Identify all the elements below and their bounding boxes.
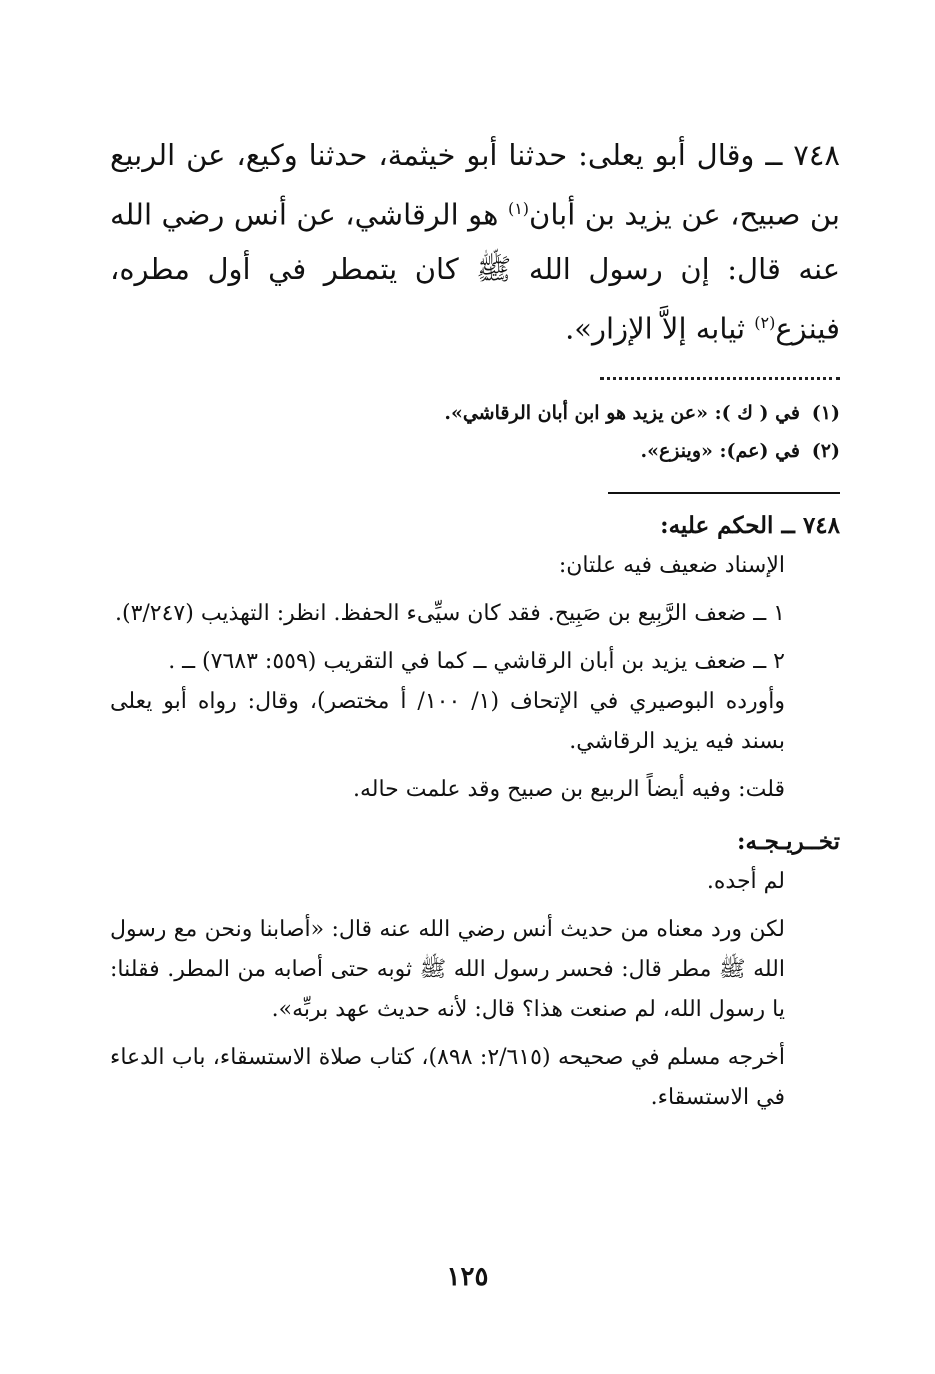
hadith-part-2: هو الرقاشي، عن أنس رضي الله عنه قال: إن رسول الله ﷺ كان يتمطر في أول مطره، فينزع [110, 197, 840, 346]
footnote-number: (١) [811, 402, 840, 425]
hadith-part-1: ٧٤٨ ــ وقال أبو يعلى: حدثنا أبو خيثمة، حدثنا وكيع، عن الربيع بن صبيح، عن يزيد بن أبان [110, 138, 840, 232]
footnote-text: في (عم): «وينزع». [640, 440, 800, 463]
footnote-ref-1: (١) [507, 199, 530, 218]
footnote-text: في ( ك ): «عن يزيد هو ابن أبان الرقاشي». [444, 402, 800, 425]
takhrij-line-1: لم أجده. [706, 869, 785, 895]
ruling-note: قلت: وفيه أيضاً الربيع بن صبيح وقد علمت حاله. [352, 777, 785, 803]
page-number: ١٢٥ [446, 1262, 489, 1292]
ruling-heading: ٧٤٨ ــ الحكم عليه: [660, 512, 840, 540]
ruling-busiri: وأورده البوصيري في الإتحاف (١/ ١٠٠/ أ مختصر)، وقال: رواه أبو يعلى بسند فيه يزيد الرقاشي. [110, 689, 786, 755]
takhrij-section [110, 822, 840, 1118]
hadith-text [110, 128, 840, 355]
footnote-ref-2: (٢) [754, 312, 776, 332]
ruling-section [110, 506, 840, 810]
takhrij-paragraph-1: لكن ورد معناه من حديث أنس رضي الله عنه قال: «أصابنا ونحن مع رسول الله ﷺ مطر قال: فحسر رسول الله ﷺ ثوبه حتى أصابه من المطر. فقلنا: يا رسول الله، لم صنعت هذا؟ قال: لأنه حديث عهد بربِّه». [110, 917, 785, 1023]
ruling-point-1: ١ ــ ضعف الرَّبِيع بن صَبِيح. فقد كان سيِّىء الحفظ. انظر: التهذيب (٣/٢٤٧). [114, 601, 785, 627]
page-body [110, 128, 840, 1118]
hadith-paragraph [110, 128, 840, 355]
ruling-point-2: ٢ ــ ضعف يزيد بن أبان الرقاشي ــ كما في التقريب (٥٥٩: ٧٦٨٣) ــ . [168, 649, 785, 675]
footnote-1 [110, 394, 840, 432]
section-rule [608, 492, 840, 494]
dotted-separator [600, 377, 840, 380]
takhrij-paragraph-2: أخرجه مسلم في صحيحه (٢/٦١٥: ٨٩٨)، كتاب صلاة الاستسقاء، باب الدعاء في الاستسقاء. [110, 1045, 785, 1111]
footnote-number: (٢) [811, 440, 840, 463]
hadith-part-3: ثيابه إلاَّ الإزار». [565, 311, 755, 346]
ruling-intro: الإسناد ضعيف فيه علتان: [558, 553, 785, 579]
takhrij-heading: تخــريـجـه: [737, 828, 840, 856]
footnote-2 [110, 432, 840, 470]
footnotes [110, 394, 840, 470]
